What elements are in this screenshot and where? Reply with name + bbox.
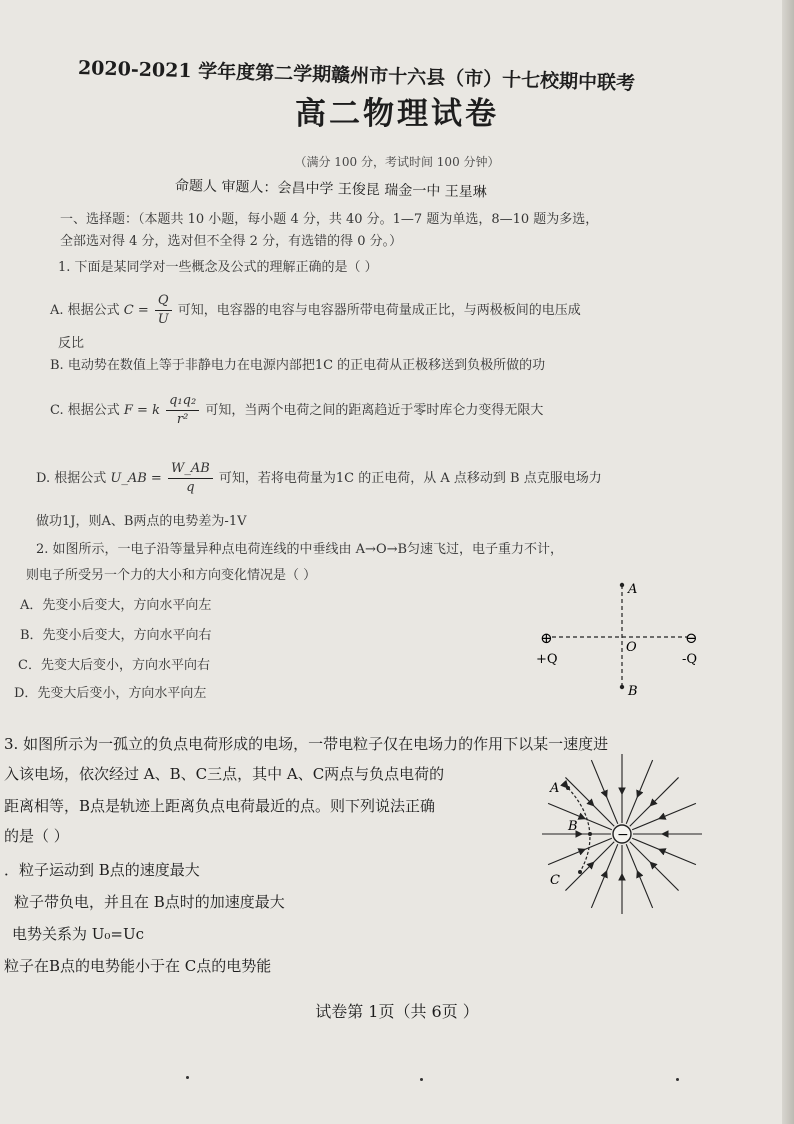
field-line xyxy=(626,844,652,908)
q1-stem: 1. 下面是某同学对一些概念及公式的理解正确的是（ ） xyxy=(58,260,378,275)
q1-c-numerator: q₁q₂ xyxy=(166,392,199,411)
field-line-arrow xyxy=(637,793,639,797)
q3-option-d: 粒子在B点的电势能小于在 C点的电势能 xyxy=(4,957,272,975)
q2-option-b: B．先变小后变大，方向水平向右 xyxy=(20,628,212,643)
page-footer: 试卷第 1页（共 6页 ） xyxy=(315,1002,479,1021)
q2-label-minus-q: -Q xyxy=(682,652,698,667)
q1-a-prefix: A. 根据公式 xyxy=(50,303,120,318)
q3-option-b: 粒子带负电，并且在 B点时的加速度最大 xyxy=(14,893,285,911)
page-title: 高二物理试卷 xyxy=(295,96,499,132)
q1-a-formula-lhs: C = xyxy=(123,303,149,318)
q3-stem-1: 3. 如图所示为一孤立的负点电荷形成的电场，一带电粒子仅在电场力的作用下以某一速度进 xyxy=(4,735,609,753)
field-line-arrow xyxy=(605,793,607,797)
q1-option-a xyxy=(50,292,581,329)
point-b-dot xyxy=(588,832,592,836)
author-line: 命题人 审题人：会昌中学 王俊昆 瑞金一中 王星琳 xyxy=(174,178,487,201)
q1-a-numerator: Q xyxy=(155,292,172,311)
q2-label-a: A xyxy=(628,582,638,597)
q2-option-d: D．先变大后变小，方向水平向左 xyxy=(14,686,207,701)
point-c-dot xyxy=(578,870,582,874)
q2-option-a: A．先变小后变大，方向水平向左 xyxy=(20,598,212,613)
q1-c-text: 可知，当两个电荷之间的距离趋近于零时库仑力变得无限大 xyxy=(205,403,544,418)
q1-d-fraction xyxy=(168,460,213,497)
field-line xyxy=(630,777,679,826)
q3-stem-4: 的是（ ） xyxy=(4,827,69,845)
q3-stem-2: 入该电场，依次经过 A、B、C三点，其中 A、C两点与负点电荷的 xyxy=(4,765,445,783)
field-line-arrow xyxy=(650,803,653,806)
field-line-arrow xyxy=(581,849,585,851)
q3-field-figure xyxy=(528,752,718,922)
q3-label-a: A xyxy=(550,781,560,796)
q2-figure xyxy=(530,575,730,705)
q1-a-text: 可知，电容器的电容与电容器所带电荷量成正比，与两极板间的电压成 xyxy=(177,303,581,318)
field-line-arrow xyxy=(650,862,653,865)
positive-charge-icon: ⊕ xyxy=(540,629,553,647)
scan-speck xyxy=(420,1078,423,1081)
q1-c-fraction xyxy=(166,392,199,429)
q2-label-o: O xyxy=(626,640,637,655)
q3-stem-3: 距离相等，B点是轨迹上距离负点电荷最近的点。则下列说法正确 xyxy=(4,797,436,815)
q1-option-b: B. 电动势在数值上等于非静电力在电源内部把1C 的正电荷从正极移送到负极所做的功 xyxy=(50,358,546,373)
section-intro-1: 一、选择题：（本题共 10 小题，每小题 4 分，共 40 分。1—7 题为单选，8—10 题为多选， xyxy=(60,212,599,227)
negative-charge-sign: − xyxy=(617,827,629,843)
q1-d-denominator: q xyxy=(186,480,195,495)
q1-d-formula-lhs: U_AB = xyxy=(110,471,162,486)
exam-header: 2020-2021 学年度第二学期赣州市十六县（市）十七校期中联考 xyxy=(77,57,636,95)
q2-option-c: C．先变大后变小，方向水平向右 xyxy=(18,658,210,673)
field-line-arrow xyxy=(659,817,663,819)
q1-option-c xyxy=(50,392,543,429)
q2-stem-1: 2. 如图所示，一电子沿等量异种点电荷连线的中垂线由 A→O→B匀速飞过，电子重力不计， xyxy=(36,542,564,557)
negative-charge-icon: ⊖ xyxy=(685,629,698,647)
q3-option-a: ．粒子运动到 B点的速度最大 xyxy=(4,861,200,879)
q1-d-prefix: D. 根据公式 xyxy=(36,471,107,486)
field-line xyxy=(548,838,612,864)
field-line xyxy=(632,803,696,829)
q3-label-b: B xyxy=(568,819,578,834)
field-line xyxy=(591,760,617,824)
q1-c-formula-lhs: F = k xyxy=(123,403,160,418)
field-line-arrow xyxy=(581,817,585,819)
field-line-arrow xyxy=(659,849,663,851)
field-line-arrow xyxy=(591,803,594,806)
section-intro-2: 全部选对得 4 分，选对但不全得 2 分，有选错的得 0 分。） xyxy=(60,234,403,249)
q1-a-denominator: U xyxy=(157,312,169,327)
scan-edge-shadow xyxy=(782,0,794,1124)
exam-subtitle: （满分 100 分，考试时间 100 分钟） xyxy=(294,155,500,169)
q2-stem-2: 则电子所受另一个力的大小和方向变化情况是（ ） xyxy=(26,568,317,583)
field-line-arrow xyxy=(605,871,607,875)
point-a xyxy=(620,583,624,587)
q2-label-b: B xyxy=(628,684,638,699)
field-line xyxy=(626,760,652,824)
q1-a-continuation: 反比 xyxy=(58,336,85,351)
field-line-arrow xyxy=(591,862,594,865)
q1-d-continuation: 做功1J，则A、B两点的电势差为-1V xyxy=(36,514,247,529)
scan-speck xyxy=(676,1078,679,1081)
q1-c-prefix: C. 根据公式 xyxy=(50,403,120,418)
q1-c-denominator: r² xyxy=(176,412,189,427)
field-line xyxy=(630,842,679,891)
q3-label-c: C xyxy=(550,873,560,888)
field-line-arrow xyxy=(637,871,639,875)
field-line xyxy=(565,842,614,891)
q1-d-text: 可知，若将电荷量为1C 的正电荷，从 A 点移动到 B 点克服电场力 xyxy=(218,471,602,486)
q2-label-plus-q: +Q xyxy=(536,652,558,667)
point-a-dot xyxy=(566,786,570,790)
field-line xyxy=(632,838,696,864)
point-b xyxy=(620,685,624,689)
q3-option-c: 电势关系为 U₀=Uc xyxy=(12,925,145,943)
q1-d-numerator: W_AB xyxy=(168,460,213,479)
q1-a-fraction xyxy=(155,292,172,329)
field-line xyxy=(548,803,612,829)
scan-speck xyxy=(186,1076,189,1079)
q1-option-d xyxy=(36,460,602,497)
field-line xyxy=(591,844,617,908)
